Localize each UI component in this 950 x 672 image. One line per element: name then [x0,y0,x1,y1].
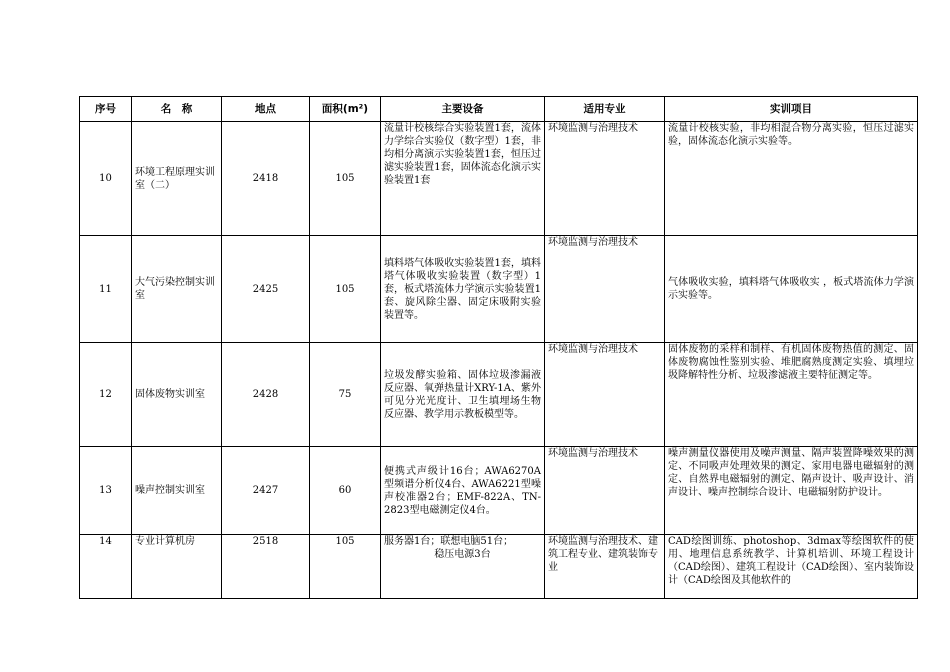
cell-location: 2518 [222,535,310,599]
cell-name: 固体废物实训室 [132,343,222,447]
cell-name: 环境工程原理实训室（二） [132,122,222,236]
cell-name: 专业计算机房 [132,535,222,599]
cell-projects: 流量计校核实验，非均相混合物分离实验，恒压过滤实验，固体流态化演示实验等。 [665,122,918,236]
cell-equipment: 流量计校核综合实验装置1套，流体力学综合实验仪（数字型）1套，非均相分离演示实验装置1套，恒压过滤实验装置1套，固体流态化演示实验装置1套 [381,122,545,236]
table-header-row [80,97,918,122]
equipment-line: 稳压电源3台 [434,549,491,560]
training-room-table [79,96,918,599]
cell-no: 12 [80,343,132,447]
cell-major: 环境监测与治理技术 [545,343,665,447]
cell-area: 60 [310,447,381,535]
cell-location: 2418 [222,122,310,236]
cell-equipment: 便携式声级计16台；AWA6270A型频谱分析仪4台、AWA6221型噪声校准器2台；EMF-822A、TN-2823型电磁测定仪4台。 [381,447,545,535]
header-no: 序号 [80,97,132,122]
cell-equipment: 垃圾发酵实验箱、固体垃圾渗漏液反应器、氧弹热量计XRY-1A、紫外可见分光光度计、卫生填埋场生物反应器、教学用示教板模型等。 [381,343,545,447]
cell-name: 噪声控制实训室 [132,447,222,535]
header-major: 适用专业 [545,97,665,122]
cell-no: 13 [80,447,132,535]
cell-major: 环境监测与治理技术 [545,447,665,535]
cell-area: 75 [310,343,381,447]
cell-location: 2427 [222,447,310,535]
cell-name: 大气污染控制实训室 [132,236,222,343]
table-row [80,236,918,343]
header-equipment: 主要设备 [381,97,545,122]
cell-location: 2428 [222,343,310,447]
cell-no: 10 [80,122,132,236]
cell-area: 105 [310,122,381,236]
cell-major: 环境监测与治理技术、建筑工程专业、建筑装饰专业 [545,535,665,599]
cell-area: 105 [310,236,381,343]
table-row [80,343,918,447]
cell-equipment [381,535,545,599]
cell-projects: 噪声测量仪器使用及噪声测量、隔声装置降噪效果的测定、不同吸声处理效果的测定、家用电器电磁辐射的测定、自然界电磁辐射的测定、隔声设计、吸声设计、消声设计、噪声控制综合设计、电磁辐射防护设计。 [665,447,918,535]
header-projects: 实训项目 [665,97,918,122]
equipment-line: 服务器1台；联想电脑51台； [384,536,514,547]
header-location: 地点 [222,97,310,122]
cell-area: 105 [310,535,381,599]
cell-no: 14 [80,535,132,599]
cell-location: 2425 [222,236,310,343]
table-row [80,122,918,236]
cell-projects: CAD绘图训练、photoshop、3dmax等绘图软件的使用、地理信息系统教学、计算机培训、环境工程设计（CAD绘图）、建筑工程设计（CAD绘图）、室内装饰设计（CAD绘图及其他软件的 [665,535,918,599]
cell-major: 环境监测与治理技术 [545,236,665,343]
table-row [80,447,918,535]
cell-major: 环境监测与治理技术 [545,122,665,236]
header-area: 面积(m²) [310,97,381,122]
cell-equipment: 填料塔气体吸收实验装置1套，填料塔气体吸收实验装置（数字型）1套，板式塔流体力学演示实验装置1套、旋风除尘器、固定床吸附实验装置等。 [381,236,545,343]
cell-projects: 气体吸收实验，填料塔气体吸收实 ，板式塔流体力学演示实验等。 [665,236,918,343]
table-row [80,535,918,599]
cell-projects: 固体废物的采样和制样、有机固体废物热值的测定、固体废物腐蚀性鉴别实验、堆肥腐熟度测定实验、填埋垃圾降解特性分析、垃圾渗滤液主要特征测定等。 [665,343,918,447]
cell-no: 11 [80,236,132,343]
header-name: 名 称 [132,97,222,122]
